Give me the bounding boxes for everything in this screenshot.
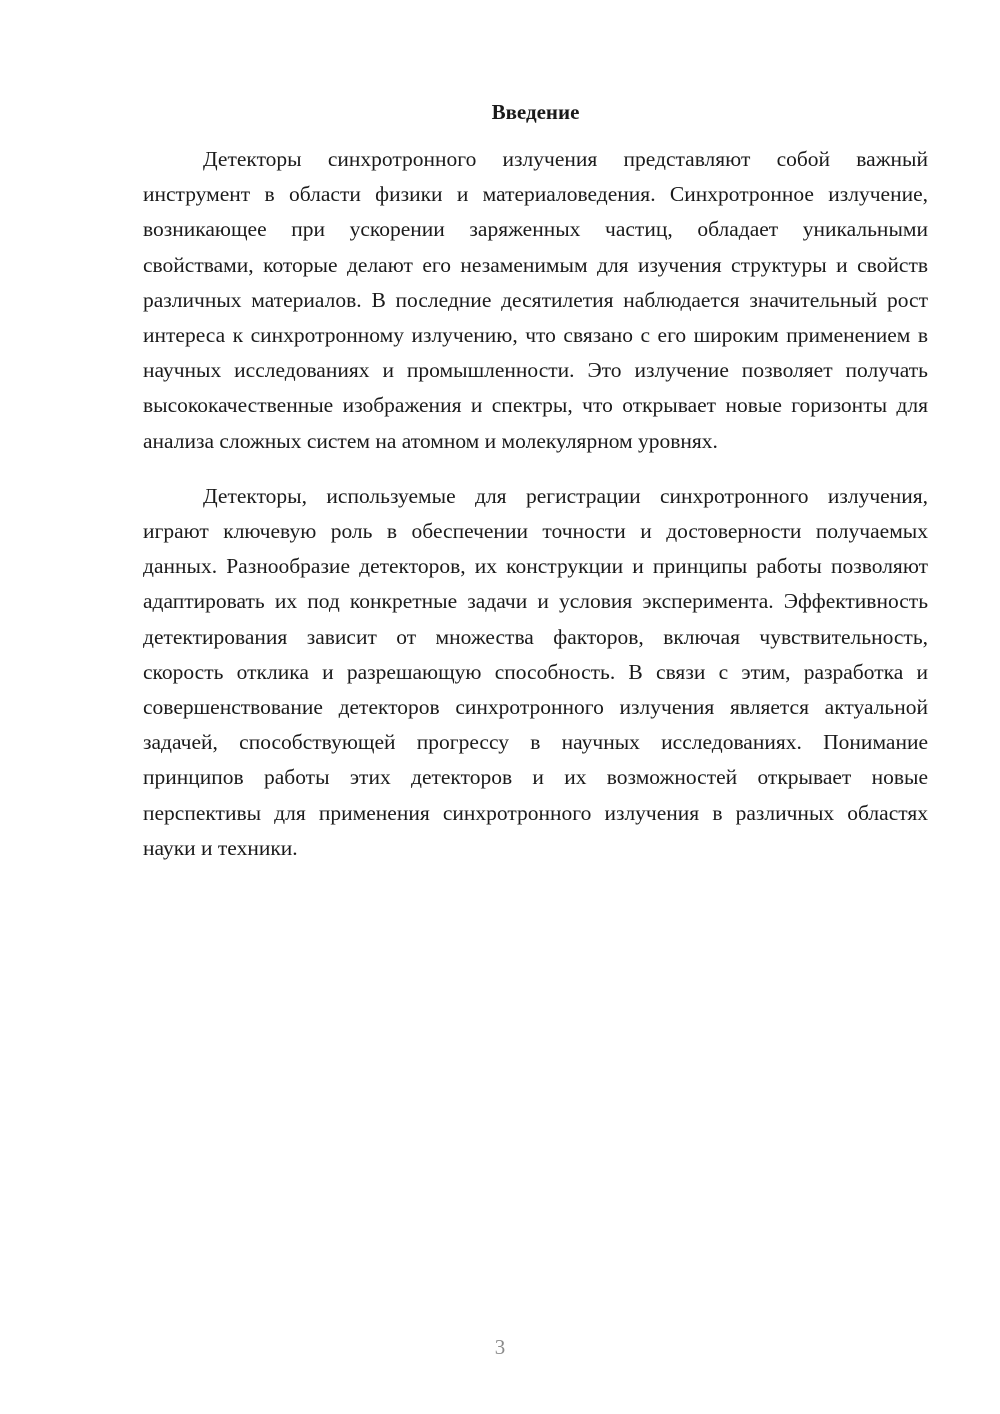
paragraph-1: Детекторы синхротронного излучения представляют собой важный инструмент в области физики и материаловедения. Синхротронное излучение, возникающее при ускорении заряженных частиц, обладает уникальными свойствами, которые делают его незаменимым для изучения структуры и свойств различных материалов. В последние десятилетия наблюдается значительный рост интереса к синхротронному излучению, что связано с его широким применением в научных исследованиях и промышленности. Это излучение позволяет получать высококачественные изображения и спектры, что открывает новые горизонты для анализа сложных систем на атомном и молекулярном уровнях. (143, 147, 928, 453)
paragraph-2: Детекторы, используемые для регистрации синхротронного излучения, играют ключевую роль в обеспечении точности и достоверности получаемых данных. Разнообразие детекторов, их конструкции и принципы работы позволяют адаптировать их под конкретные задачи и условия эксперимента. Эффективность детектирования зависит от множества факторов, включая чувствительность, скорость отклика и разрешающую способность. В связи с этим, разработка и совершенствование детекторов синхротронного излучения является актуальной задачей, способствующей прогрессу в научных исследованиях. Понимание принципов работы этих детекторов и их возможностей открывает новые перспективы для применения синхротронного излучения в различных областях науки и техники. (143, 483, 928, 860)
page-title: Введение (491, 100, 580, 124)
page-number: 3 (494, 1335, 506, 1359)
body-text (143, 142, 928, 866)
